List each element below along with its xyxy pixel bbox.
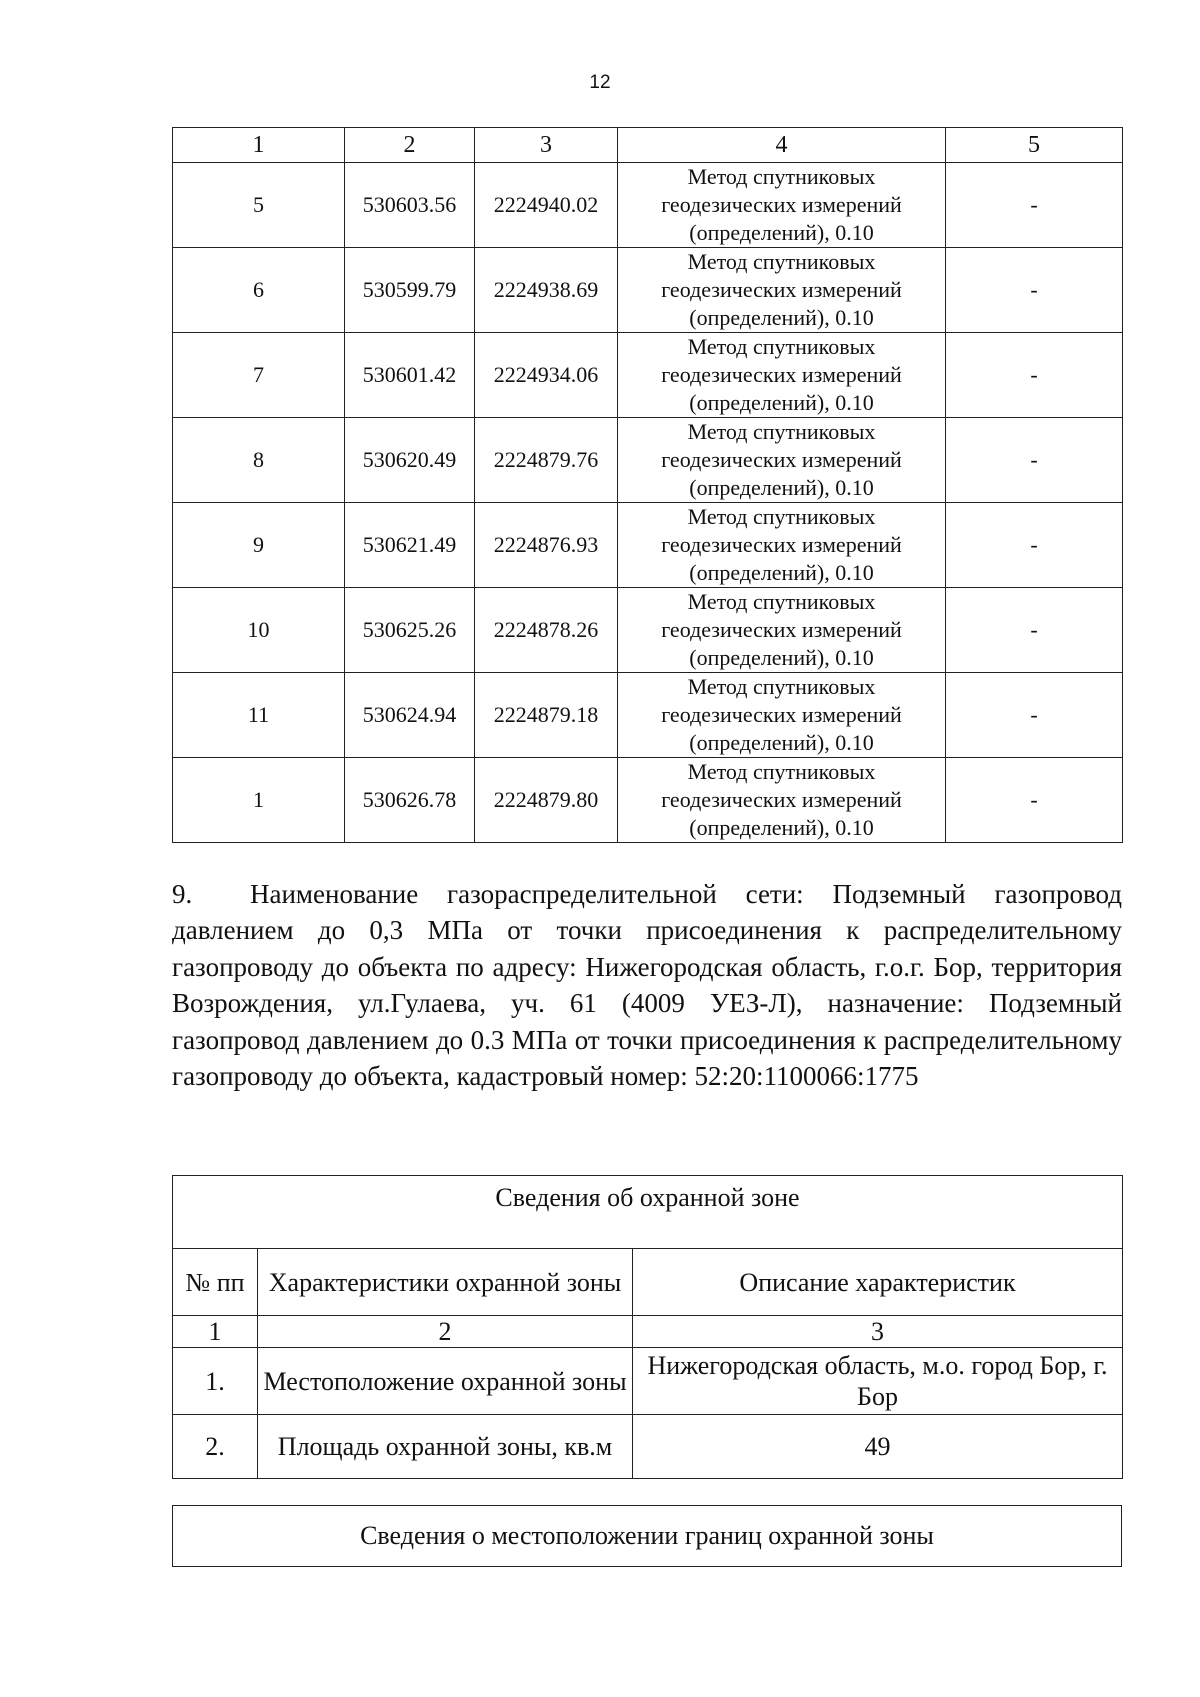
header-cell: № пп [173, 1249, 258, 1316]
column-number-cell: 4 [618, 128, 946, 163]
note-cell: - [946, 503, 1123, 588]
characteristic-cell: Местоположение охранной зоны [258, 1348, 633, 1415]
description-cell: Нижегородская область, м.о. город Бор, г. Бор [633, 1348, 1123, 1415]
y-coordinate-cell: 2224938.69 [475, 248, 618, 333]
section-number: 9. [172, 879, 193, 909]
column-numbers-row [173, 1316, 1123, 1348]
method-cell: Метод спутниковых геодезических измерений (определений), 0.10 [618, 333, 946, 418]
section-text: Наименование газораспределительной сети: Подземный газопровод давлением до 0,3 МПа от точки присоединения к распределительному газопроводу до объекта по адресу: Нижегородская область, г.о.г. Бор, территория Возрождения, ул.Гулаева, уч. 61 (4009 УЕЗ-Л), назначение: Подземный газопровод давлением до 0.3 МПа от точки присоединения к распределительному газопроводу до объекта, кадастровый номер: 52:20:1100066:1775 [172, 879, 1122, 1092]
table-row [173, 333, 1123, 418]
table-row [173, 418, 1123, 503]
description-cell: 49 [633, 1415, 1123, 1479]
note-cell: - [946, 588, 1123, 673]
column-number-cell: 1 [173, 128, 345, 163]
method-cell: Метод спутниковых геодезических измерений (определений), 0.10 [618, 248, 946, 333]
x-coordinate-cell: 530624.94 [345, 673, 475, 758]
note-cell: - [946, 333, 1123, 418]
point-number-cell: 1 [173, 758, 345, 843]
boundaries-table-title: Сведения о местоположении границ охранной зоны [173, 1506, 1122, 1567]
y-coordinate-cell: 2224879.18 [475, 673, 618, 758]
table-row [173, 1348, 1123, 1415]
coordinates-table [172, 127, 1123, 843]
point-number-cell: 7 [173, 333, 345, 418]
column-number-cell: 5 [946, 128, 1123, 163]
table-row [173, 673, 1123, 758]
page-number: 12 [589, 72, 611, 93]
column-number-cell: 2 [345, 128, 475, 163]
method-cell: Метод спутниковых геодезических измерений (определений), 0.10 [618, 503, 946, 588]
column-number-cell: 3 [475, 128, 618, 163]
method-cell: Метод спутниковых геодезических измерений (определений), 0.10 [618, 758, 946, 843]
header-cell: Описание характеристик [633, 1249, 1123, 1316]
method-cell: Метод спутниковых геодезических измерений (определений), 0.10 [618, 418, 946, 503]
characteristic-cell: Площадь охранной зоны, кв.м [258, 1415, 633, 1479]
table-row [173, 248, 1123, 333]
note-cell: - [946, 758, 1123, 843]
y-coordinate-cell: 2224879.80 [475, 758, 618, 843]
method-cell: Метод спутниковых геодезических измерений (определений), 0.10 [618, 673, 946, 758]
column-number-cell: 1 [173, 1316, 258, 1348]
column-number-cell: 3 [633, 1316, 1123, 1348]
point-number-cell: 6 [173, 248, 345, 333]
note-cell: - [946, 673, 1123, 758]
table-row [173, 503, 1123, 588]
method-cell: Метод спутниковых геодезических измерений (определений), 0.10 [618, 588, 946, 673]
row-number-cell: 2. [173, 1415, 258, 1479]
point-number-cell: 8 [173, 418, 345, 503]
protection-zone-table [172, 1175, 1123, 1479]
x-coordinate-cell: 530621.49 [345, 503, 475, 588]
x-coordinate-cell: 530599.79 [345, 248, 475, 333]
y-coordinate-cell: 2224876.93 [475, 503, 618, 588]
x-coordinate-cell: 530620.49 [345, 418, 475, 503]
row-number-cell: 1. [173, 1348, 258, 1415]
point-number-cell: 5 [173, 163, 345, 248]
table-header-row [173, 1249, 1123, 1316]
point-number-cell: 9 [173, 503, 345, 588]
table-row [173, 588, 1123, 673]
table-row [173, 1415, 1123, 1479]
table-header-row [173, 128, 1123, 163]
y-coordinate-cell: 2224940.02 [475, 163, 618, 248]
header-cell: Характеристики охранной зоны [258, 1249, 633, 1316]
note-cell: - [946, 163, 1123, 248]
note-cell: - [946, 248, 1123, 333]
y-coordinate-cell: 2224878.26 [475, 588, 618, 673]
table-row [173, 163, 1123, 248]
point-number-cell: 10 [173, 588, 345, 673]
table-row [173, 758, 1123, 843]
column-number-cell: 2 [258, 1316, 633, 1348]
note-cell: - [946, 418, 1123, 503]
y-coordinate-cell: 2224934.06 [475, 333, 618, 418]
method-cell: Метод спутниковых геодезических измерений (определений), 0.10 [618, 163, 946, 248]
x-coordinate-cell: 530625.26 [345, 588, 475, 673]
section-paragraph [172, 876, 1122, 1094]
y-coordinate-cell: 2224879.76 [475, 418, 618, 503]
x-coordinate-cell: 530626.78 [345, 758, 475, 843]
x-coordinate-cell: 530603.56 [345, 163, 475, 248]
x-coordinate-cell: 530601.42 [345, 333, 475, 418]
boundaries-table [172, 1505, 1122, 1567]
point-number-cell: 11 [173, 673, 345, 758]
zone-table-title: Сведения об охранной зоне [173, 1176, 1123, 1249]
